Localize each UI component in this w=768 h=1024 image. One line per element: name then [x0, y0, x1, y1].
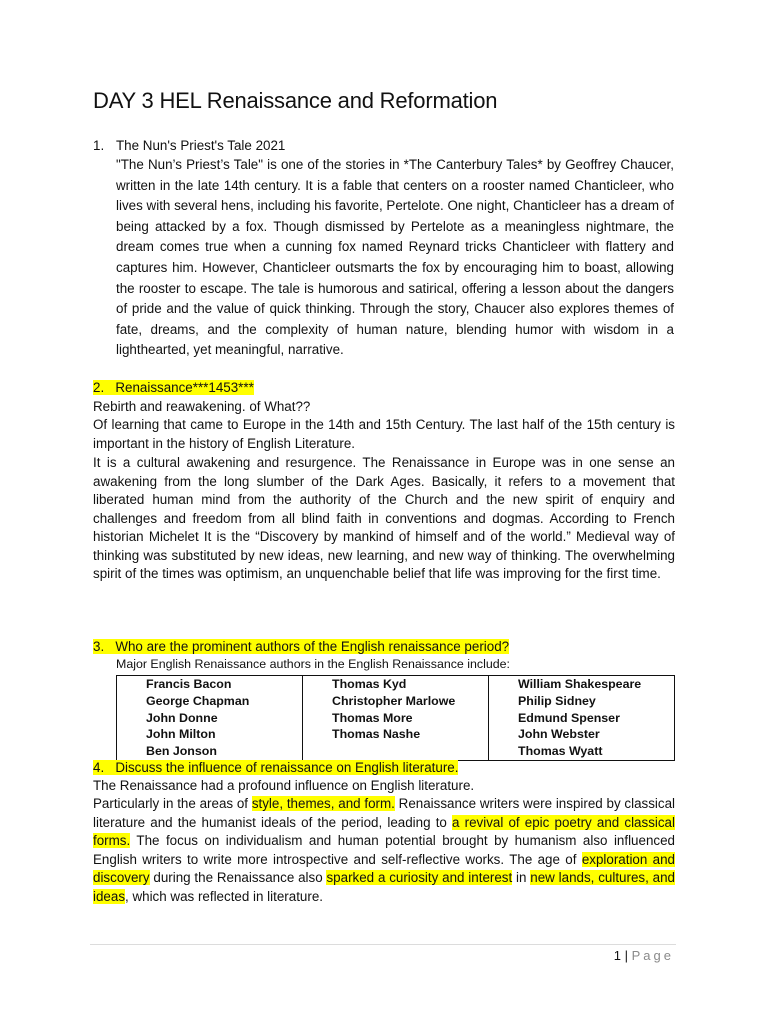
item4-heading: 4. Discuss the influence of renaissance on English literature.: [93, 760, 459, 775]
item4-highlight-a: style, themes, and form.: [251, 796, 395, 811]
item1-heading: [93, 136, 285, 157]
author-name: Thomas Nashe: [332, 727, 421, 742]
item4-text-f: , which was reflected in literature.: [125, 888, 323, 904]
item2-line1: Rebirth and reawakening. of What??: [93, 399, 311, 414]
item4-text-c: The focus on individualism and human potential brought by humanism also influenced English writers to write more introspective and self-reflective works. The age of: [93, 833, 675, 867]
author-name: Francis Bacon: [146, 677, 232, 691]
item4-highlight-b: a revival of epic poetry and classical forms.: [93, 814, 675, 848]
item1-number: 1.: [93, 138, 105, 153]
item2-para2: It is a cultural awakening and resurgence. The Renaissance in Europe was in one sense an awakening from the long slumber of the Dark Ages. Basically, it refers to a movement that liberated human mind from the authority of the Church and the new spirit of enquiry and challenges and freedom from all blind faith in conventions and dogmas. According to French historian Michelet It is the “Discovery by mankind of himself and of the world.” Medieval way of thinking was substituted by new ideas, new learning, and new way of thinking. The overwhelming spirit of the times was optimism, an unquenchable belief that life was improving for the first time.: [93, 455, 675, 581]
author-name: Ben Jonson: [146, 744, 217, 759]
authors-column-1: [117, 676, 303, 761]
document-title: DAY 3 HEL Renaissance and Reformation: [93, 88, 498, 113]
item4-text-d: during the Renaissance also: [149, 870, 327, 885]
footer-separator: |: [621, 948, 632, 963]
item2-para1: Of learning that came to Europe in the 14th and 15th Century. The last half of the 15th century is important in the history of English Literature.: [93, 417, 675, 451]
item4-paragraph: [93, 795, 675, 906]
item1-heading-text: The Nun's Priest's Tale 2021: [116, 138, 286, 153]
footer-divider: [90, 944, 676, 945]
author-name: Thomas More: [332, 710, 413, 725]
page-label: Page: [631, 948, 674, 963]
authors-column-2: [303, 676, 489, 761]
author-name: Christopher Marlowe: [332, 693, 456, 708]
author-name: John Milton: [146, 727, 216, 742]
item1-body: "The Nun’s Priest’s Tale" is one of the stories in *The Canterbury Tales* by Geoffrey Chaucer, written in the late 14th century. It is a fable that centers on a rooster named Chanticleer, who lives with several hens, including his favorite, Pertelote. One night, Chanticleer has a dream of being attacked by a fox. Though dismissed by Pertelote as a meaningless nightmare, the dream comes true when a cunning fox named Reynard tricks Chanticleer with flattery and captures him. However, Chanticleer outsmarts the fox by encouraging him to boast, allowing the rooster to escape. The tale is humorous and satirical, offering a lesson about the dangers of pride and the value of quick thinking. Through the story, Chaucer also explores themes of fate, dreams, and the complexity of human nature, blending humor with wisdom in a lighthearted, yet meaningful, narrative.: [116, 157, 674, 358]
authors-row: [117, 676, 675, 761]
item4-text-a: Particularly in the areas of: [93, 796, 252, 811]
item4-line1: The Renaissance had a profound influence on English literature.: [93, 778, 475, 793]
item2-heading-line: [93, 379, 675, 398]
author-name: Thomas Kyd: [332, 677, 407, 691]
author-name: George Chapman: [146, 693, 250, 708]
authors-column-3: [489, 676, 675, 761]
author-name: John Donne: [146, 710, 218, 725]
item3-heading-line: [93, 638, 675, 657]
item3-heading: 3. Who are the prominent authors of the English renaissance period?: [93, 639, 510, 654]
item2-heading: 2. Renaissance***1453***: [93, 380, 254, 395]
author-name: Philip Sidney: [518, 693, 596, 708]
author-name: John Webster: [518, 727, 600, 742]
item4-highlight-e: new lands, cultures, and ideas: [93, 870, 675, 904]
item4-text-b: Renaissance writers were inspired by classical literature and the humanist ideals of the period, leading to: [93, 796, 676, 830]
item4-highlight-c: exploration and discovery: [93, 851, 676, 885]
item4-heading-line: [93, 759, 675, 778]
authors-table: [116, 675, 675, 761]
author-name: Edmund Spenser: [518, 710, 620, 725]
item4-text-e: in: [512, 870, 531, 885]
page-number: 1: [613, 948, 622, 963]
page-footer: [614, 948, 674, 963]
author-name: William Shakespeare: [518, 677, 642, 691]
author-name: Thomas Wyatt: [518, 744, 603, 759]
authors-intro: Major English Renaissance authors in the English Renaissance include:: [116, 657, 510, 671]
item4-highlight-d: sparked a curiosity and interest: [326, 870, 513, 885]
